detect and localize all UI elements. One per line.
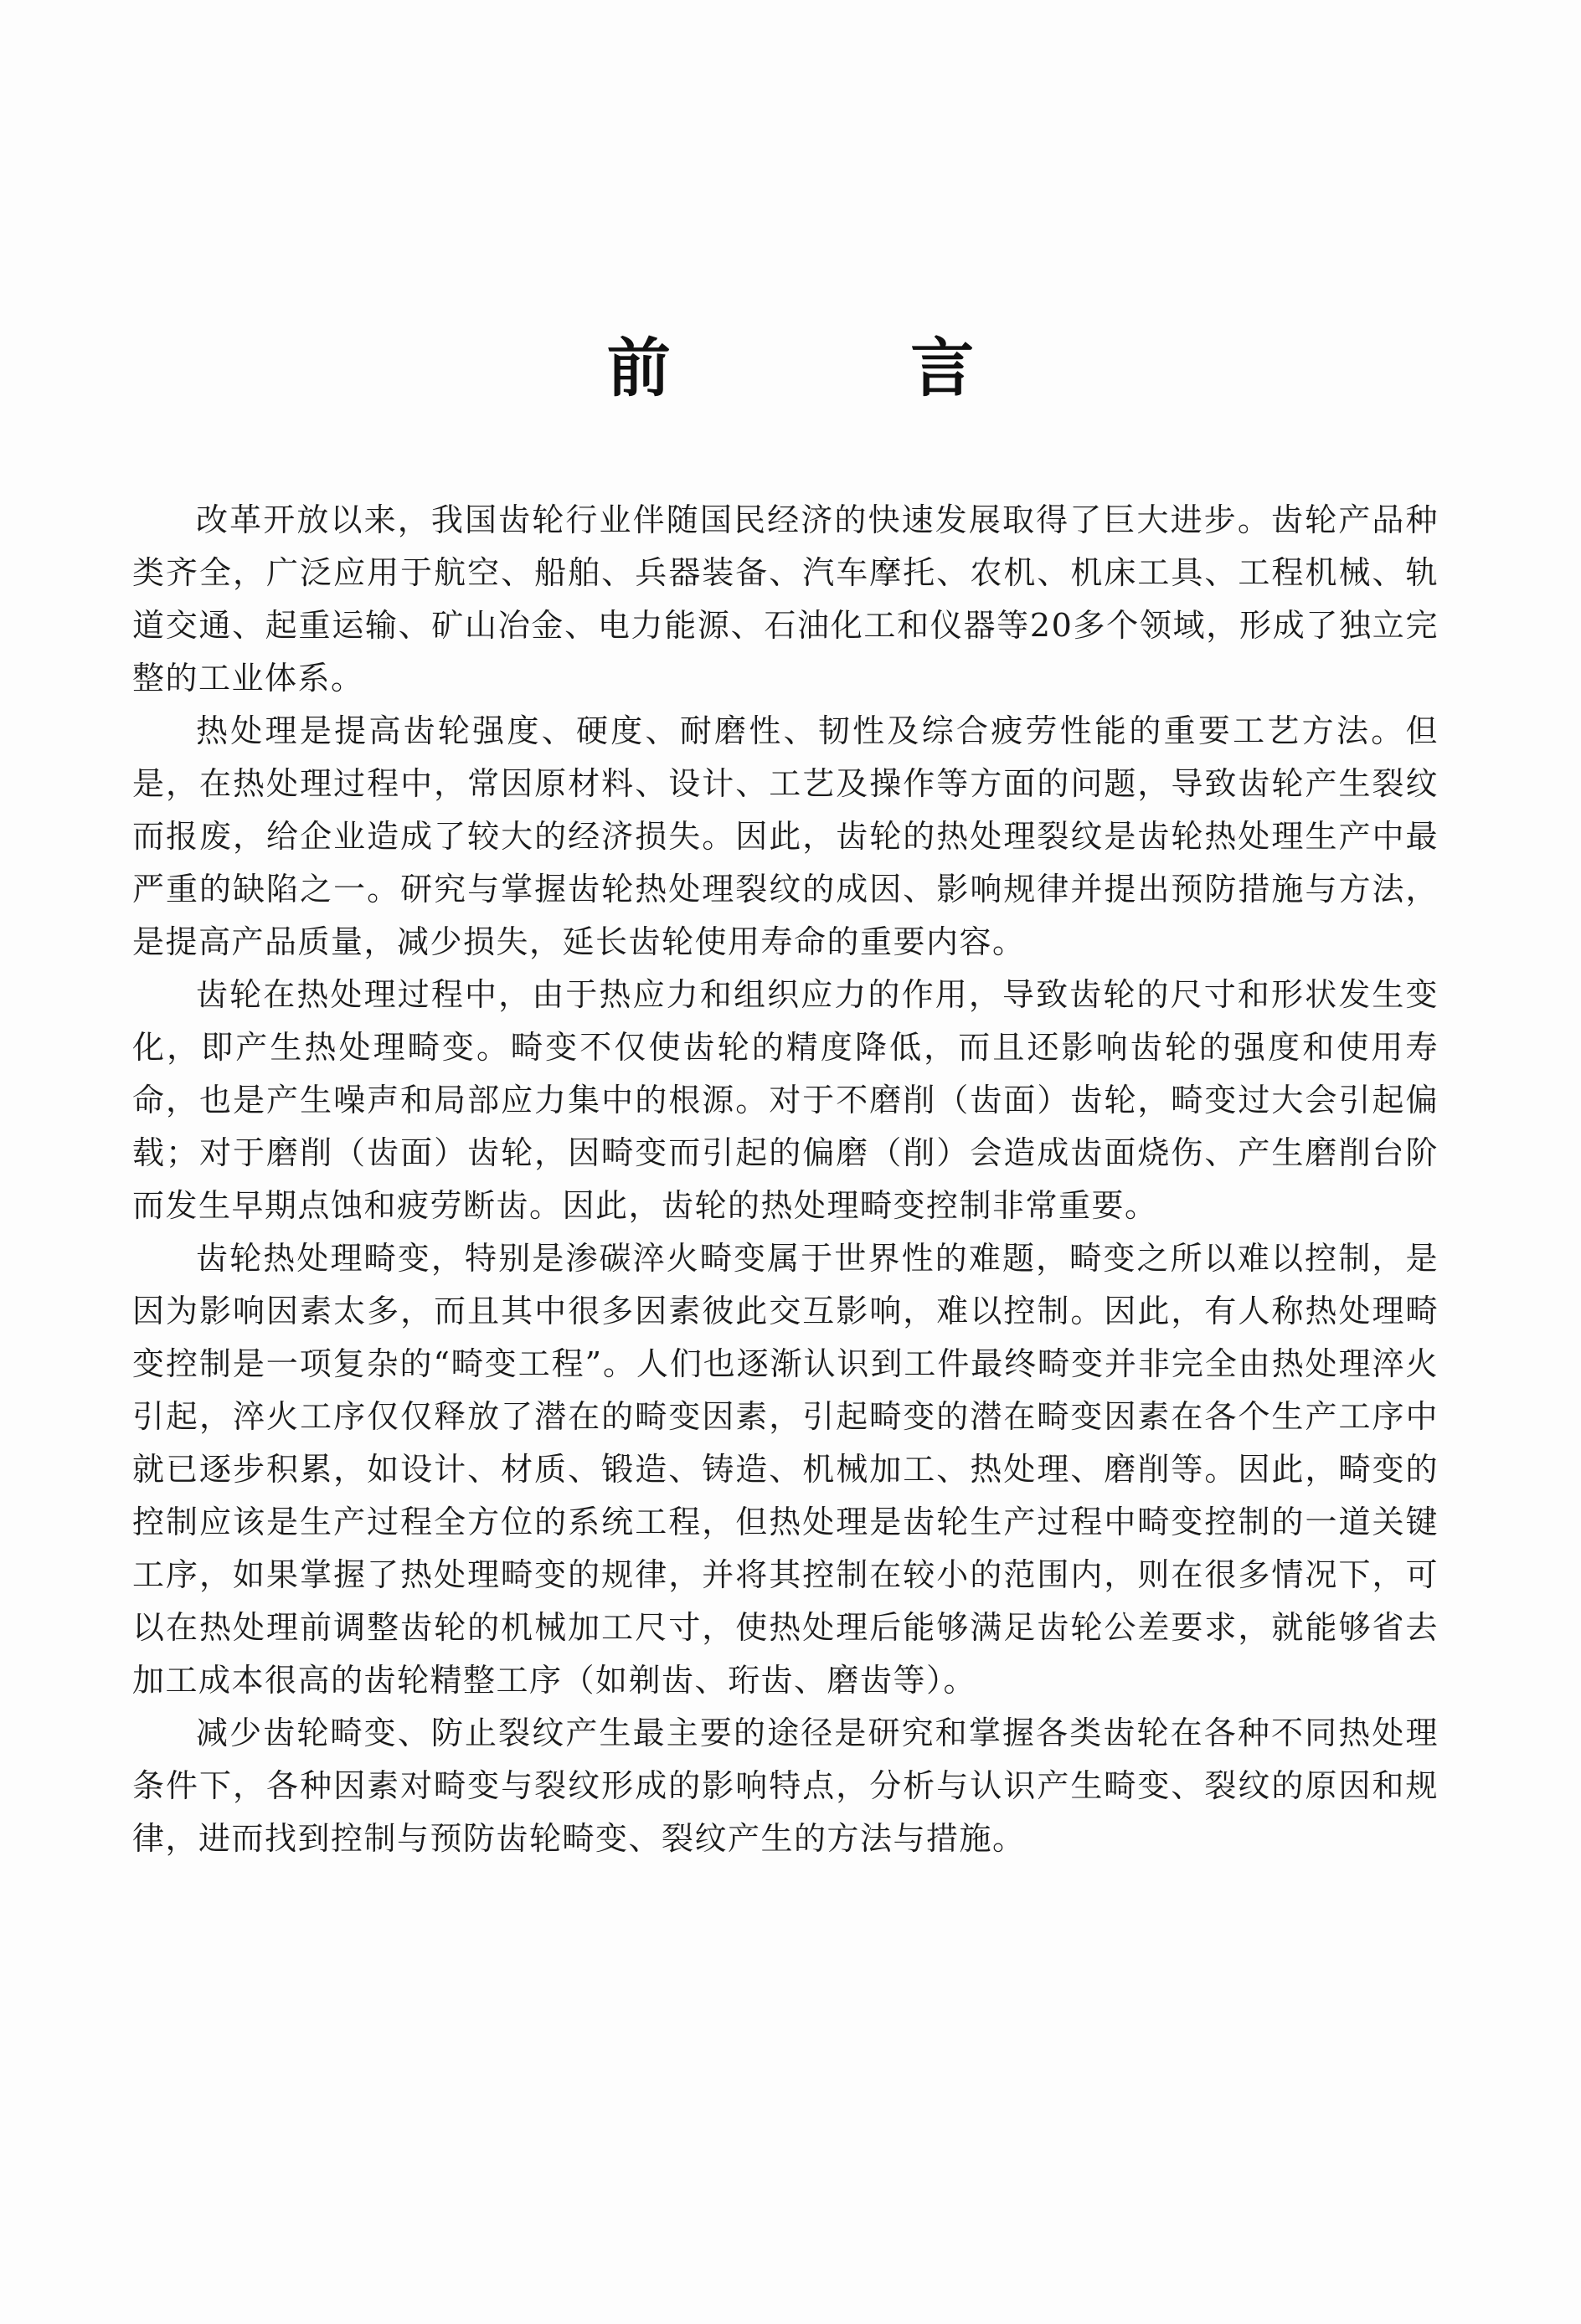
paragraph-5: 减少齿轮畸变、防止裂纹产生最主要的途径是研究和掌握各类齿轮在各种不同热处理条件下，各种因素对畸变与裂纹形成的影响特点，分析与认识产生畸变、裂纹的原因和规律，进而找到控制与预防齿轮畸变、裂纹产生的方法与措施。 — [132, 1715, 1439, 1857]
body-text — [132, 494, 1439, 1865]
paragraph-3: 齿轮在热处理过程中，由于热应力和组织应力的作用，导致齿轮的尺寸和形状发生变化，即产生热处理畸变。畸变不仅使齿轮的精度降低，而且还影响齿轮的强度和使用寿命，也是产生噪声和局部应力集中的根源。对于不磨削（齿面）齿轮，畸变过大会引起偏载；对于磨削（齿面）齿轮，因畸变而引起的偏磨（削）会造成齿面烧伤、产生磨削台阶而发生早期点蚀和疲劳断齿。因此，齿轮的热处理畸变控制非常重要。 — [132, 976, 1439, 1224]
paragraph-2: 热处理是提高齿轮强度、硬度、耐磨性、韧性及综合疲劳性能的重要工艺方法。但是，在热处理过程中，常因原材料、设计、工艺及操作等方面的问题，导致齿轮产生裂纹而报废，给企业造成了较大的经济损失。因此，齿轮的热处理裂纹是齿轮热处理生产中最严重的缺陷之一。研究与掌握齿轮热处理裂纹的成因、影响规律并提出预防措施与方法，是提高产品质量，减少损失，延长齿轮使用寿命的重要内容。 — [132, 712, 1439, 960]
page-title: 前 言 — [606, 331, 1084, 405]
paragraph-1: 改革开放以来，我国齿轮行业伴随国民经济的快速发展取得了巨大进步。齿轮产品种类齐全，广泛应用于航空、船舶、兵器装备、汽车摩托、农机、机床工具、工程机械、轨道交通、起重运输、矿山冶金、电力能源、石油化工和仪器等20多个领域，形成了独立完整的工业体系。 — [132, 501, 1439, 697]
paragraph-4: 齿轮热处理畸变，特别是渗碳淬火畸变属于世界性的难题，畸变之所以难以控制，是因为影响因素太多，而且其中很多因素彼此交互影响，难以控制。因此，有人称热处理畸变控制是一项复杂的“畸变工程”。人们也逐渐认识到工件最终畸变并非完全由热处理淬火引起，淬火工序仅仅释放了潜在的畸变因素，引起畸变的潜在畸变因素在各个生产工序中就已逐步积累，如设计、材质、锻造、铸造、机械加工、热处理、磨削等。因此，畸变的控制应该是生产过程全方位的系统工程，但热处理是齿轮生产过程中畸变控制的一道关键工序，如果掌握了热处理畸变的规律，并将其控制在较小的范围内，则在很多情况下，可以在热处理前调整齿轮的机械加工尺寸，使热处理后能够满足齿轮公差要求，就能够省去加工成本很高的齿轮精整工序（如剃齿、珩齿、磨齿等）。 — [132, 1240, 1439, 1699]
